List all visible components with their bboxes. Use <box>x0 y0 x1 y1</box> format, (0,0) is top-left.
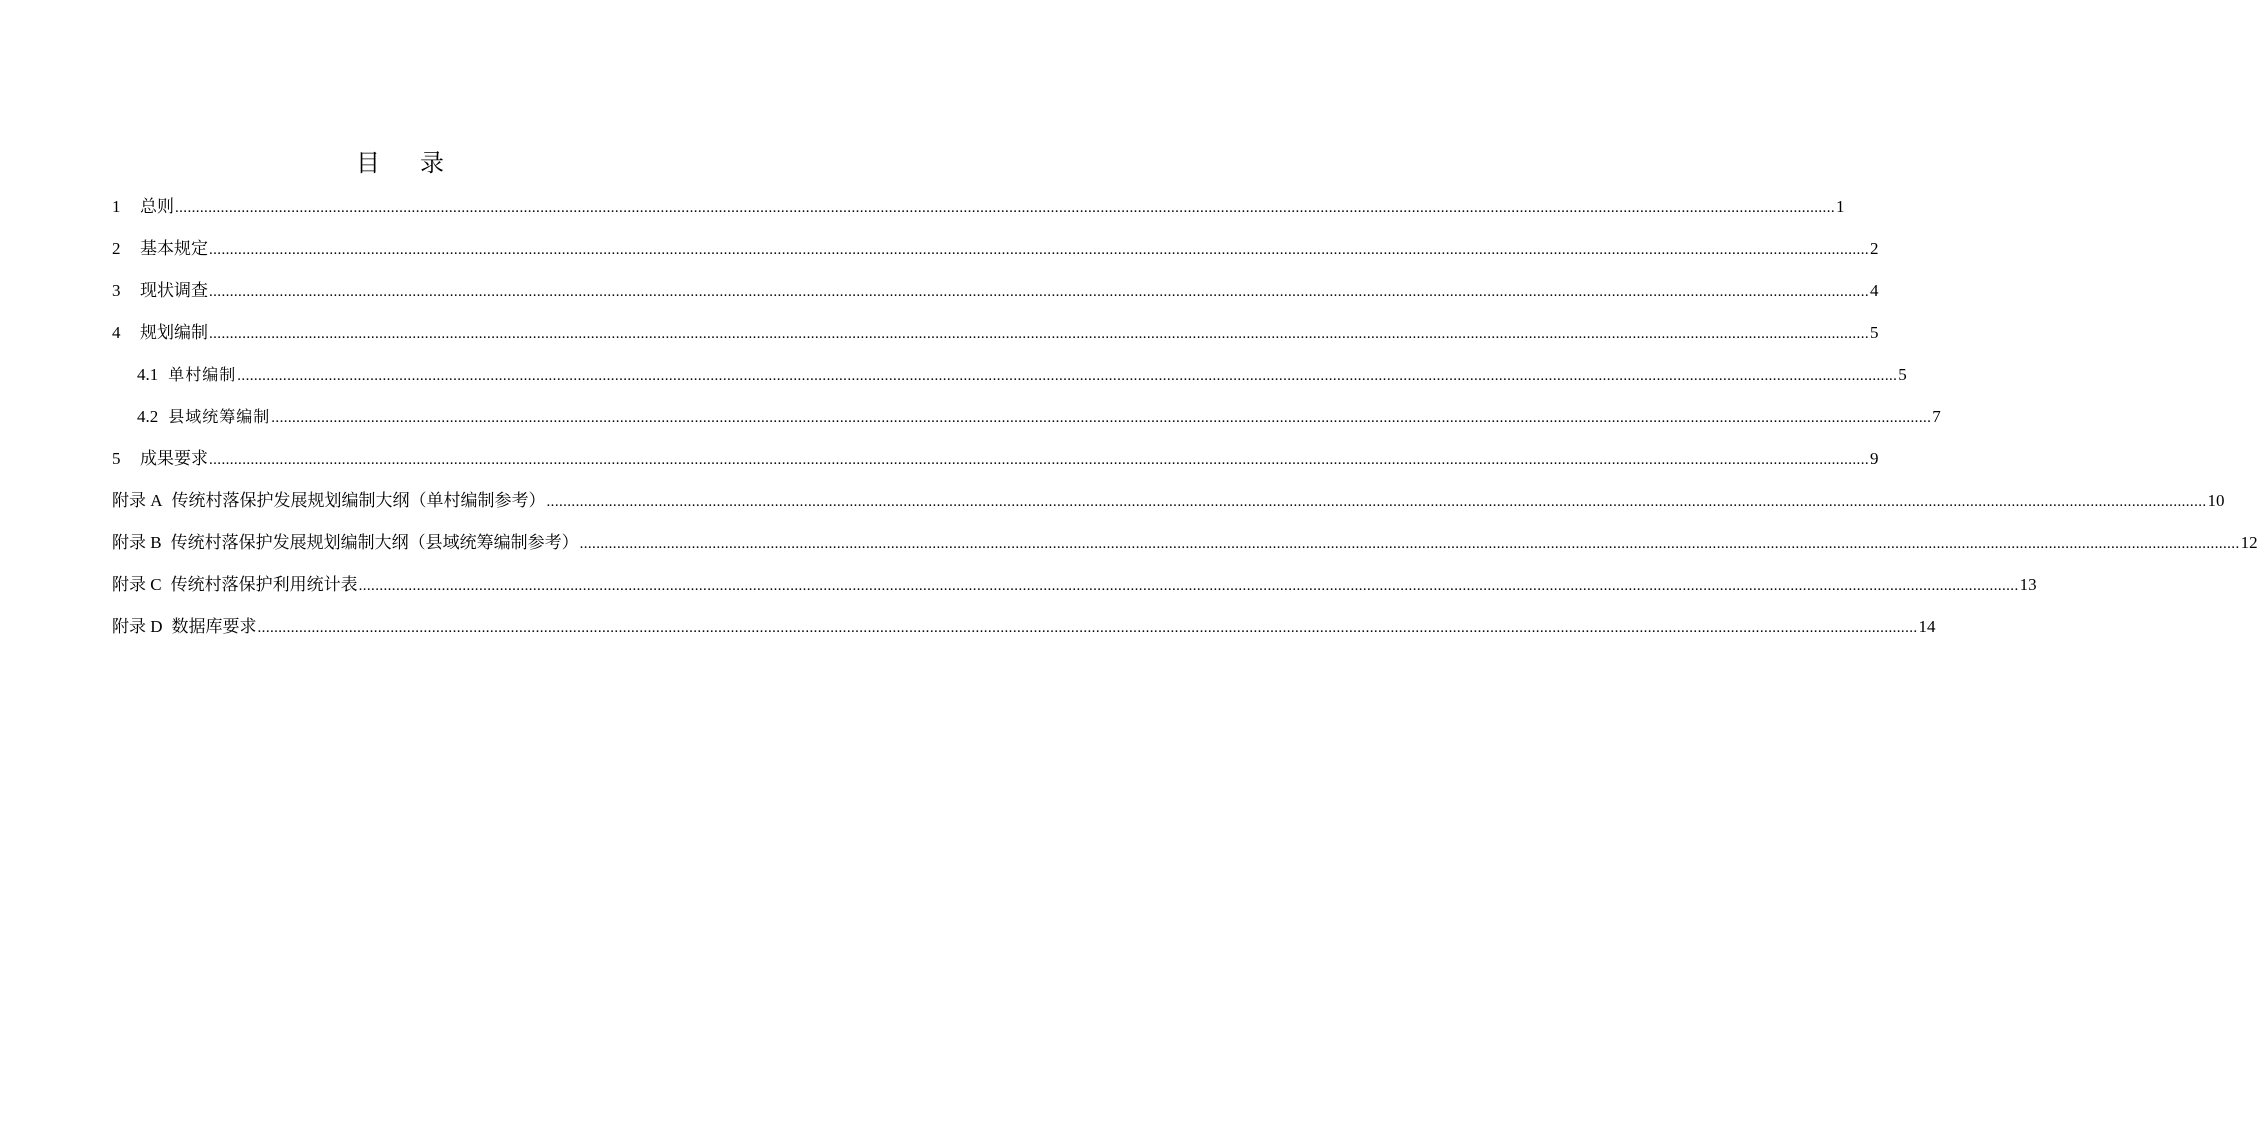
toc-entry-number: 附录 D <box>112 617 163 636</box>
toc-entry-number: 3 <box>112 281 121 300</box>
toc-leader-dots: ................................................................................................................................................................................................................................................................................................................................................................................................................ <box>209 284 1869 300</box>
toc-entry-label: 总则 <box>140 197 174 217</box>
toc-entry-5[interactable] <box>112 444 1879 486</box>
toc-entry-page: 5 <box>1898 365 1907 384</box>
toc-leader-dots: ................................................................................................................................................................................................................................................................................................................................................................................................................ <box>579 536 2240 552</box>
toc-entry-page: 13 <box>2019 575 2037 594</box>
toc-entry-page: 14 <box>1918 617 1936 636</box>
toc-leader-dots: ................................................................................................................................................................................................................................................................................................................................................................................................................ <box>209 452 1869 468</box>
toc-leader-dots: ................................................................................................................................................................................................................................................................................................................................................................................................................ <box>237 368 1898 384</box>
toc-leader-dots: ................................................................................................................................................................................................................................................................................................................................................................................................................ <box>271 410 1932 426</box>
toc-entry-1[interactable] <box>112 192 1845 234</box>
toc-entry-appendix-d[interactable] <box>112 612 1936 654</box>
toc-entry-number: 附录 A <box>112 491 163 510</box>
toc-entry-page: 9 <box>1870 449 1879 468</box>
toc-entry-number: 2 <box>112 239 121 258</box>
toc-entry-page: 10 <box>2207 491 2225 510</box>
toc-entry-page: 7 <box>1932 407 1941 426</box>
toc-entry-page: 12 <box>2240 533 2258 552</box>
toc-entry-page: 2 <box>1870 239 1879 258</box>
toc-entry-page: 5 <box>1870 323 1879 342</box>
toc-entry-4[interactable] <box>112 318 1879 360</box>
toc-entry-number: 4 <box>112 323 121 342</box>
toc-entry-page: 4 <box>1870 281 1879 300</box>
toc-entry-label: 单村编制 <box>168 365 237 384</box>
toc-entry-label: 现状调查 <box>140 281 208 301</box>
toc-entry-label: 传统村落保护发展规划编制大纲（县域统筹编制参考） <box>170 533 579 553</box>
toc-entry-label: 基本规定 <box>140 239 208 259</box>
toc-leader-dots: ................................................................................................................................................................................................................................................................................................................................................................................................................ <box>257 620 1918 636</box>
toc-leader-dots: ................................................................................................................................................................................................................................................................................................................................................................................................................ <box>358 578 2019 594</box>
toc-leader-dots: ................................................................................................................................................................................................................................................................................................................................................................................................................ <box>209 242 1869 258</box>
toc-entry-3[interactable] <box>112 276 1879 318</box>
toc-entry-2[interactable] <box>112 234 1879 276</box>
toc-entry-number: 4.2 <box>137 407 159 426</box>
toc-leader-dots: ................................................................................................................................................................................................................................................................................................................................................................................................................ <box>546 494 2207 510</box>
toc-entry-appendix-a[interactable] <box>112 486 2225 528</box>
toc-entry-page: 1 <box>1836 197 1845 216</box>
toc-entry-appendix-c[interactable] <box>112 570 2037 612</box>
toc-entry-appendix-b[interactable] <box>112 528 2258 570</box>
toc-entry-label: 传统村落保护利用统计表 <box>170 575 358 595</box>
toc-entry-number: 5 <box>112 449 121 468</box>
toc-leader-dots: ................................................................................................................................................................................................................................................................................................................................................................................................................ <box>175 200 1835 216</box>
toc-entry-label: 传统村落保护发展规划编制大纲（单村编制参考） <box>171 491 546 511</box>
toc-entry-4-2[interactable] <box>112 402 1941 444</box>
page-title <box>0 146 800 180</box>
toc-entry-4-1[interactable] <box>112 360 1907 402</box>
toc-entry-number: 4.1 <box>137 365 159 384</box>
toc-entry-label: 规划编制 <box>140 323 208 343</box>
page-title-part2: 录 <box>420 149 444 177</box>
toc-entry-number: 附录 B <box>112 533 162 552</box>
toc-entry-number: 附录 C <box>112 575 162 594</box>
toc-entry-label: 成果要求 <box>140 449 208 469</box>
page-title-part1: 目 <box>356 149 380 177</box>
toc-entry-number: 1 <box>112 197 121 216</box>
toc-entry-label: 数据库要求 <box>171 617 257 637</box>
toc-leader-dots: ................................................................................................................................................................................................................................................................................................................................................................................................................ <box>209 326 1869 342</box>
toc-entry-label: 县域统筹编制 <box>168 407 271 426</box>
table-of-contents <box>112 192 2258 654</box>
